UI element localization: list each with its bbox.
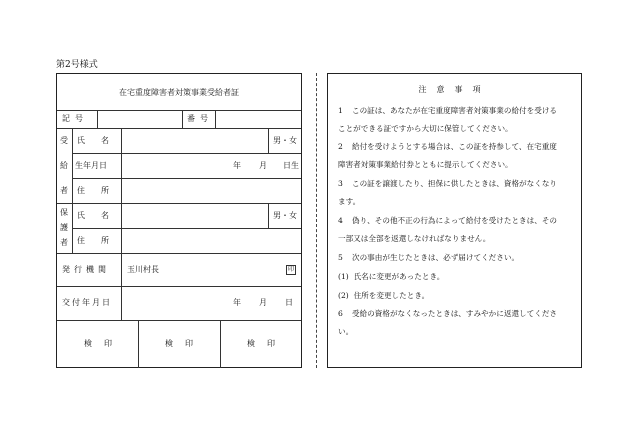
- note-item: [338, 212, 576, 248]
- issuer-value: 玉川村長: [127, 265, 159, 274]
- row-divider: [57, 128, 301, 129]
- recipient-label-3: 者: [60, 186, 68, 195]
- issue-date-label: 交付年月日: [62, 298, 112, 307]
- note-text-continued: 障害者対策事業給付券とともに提示してください。: [338, 160, 513, 169]
- sub-item-text: 住所を変更したとき。: [353, 291, 430, 300]
- note-number: 4: [338, 216, 343, 225]
- column-divider: [97, 110, 98, 128]
- inspection-stamp-label-1: 検印: [84, 339, 124, 348]
- birth-year-suffix: 年: [233, 161, 241, 170]
- birth-month-suffix: 月: [259, 161, 267, 170]
- issue-month-suffix: 月: [259, 298, 267, 307]
- sub-item-number: (1): [338, 272, 349, 281]
- note-number: 1: [338, 106, 343, 115]
- recipient-sex: 男・女: [273, 136, 297, 145]
- note-sub-item: [338, 268, 444, 286]
- column-divider: [138, 320, 139, 368]
- issue-year-suffix: 年: [233, 298, 241, 307]
- note-item: [338, 175, 576, 211]
- note-text-continued: ます。: [338, 197, 361, 206]
- note-text-continued: 一部又は全部を返還しなければなりません。: [338, 234, 491, 243]
- sub-item-number: (2): [338, 291, 349, 300]
- guardian-name-label: 氏名: [77, 211, 125, 220]
- note-item: [338, 138, 576, 174]
- note-text: 受給の資格がなくなったときは、すみやかに返還してくださ: [352, 309, 558, 318]
- note-text: 次の事由が生じたときは、必ず届けてください。: [352, 253, 520, 262]
- row-divider: [57, 110, 301, 111]
- row-divider: [57, 320, 301, 321]
- number-label: 番号: [187, 114, 213, 123]
- note-number: 6: [338, 309, 343, 318]
- notes-title: 注意事項: [418, 85, 491, 94]
- guardian-sex: 男・女: [273, 211, 297, 220]
- recipient-label-1: 受: [60, 136, 68, 145]
- note-number: 3: [338, 179, 343, 188]
- column-divider: [72, 128, 73, 253]
- guardian-label-2: 護: [60, 223, 68, 232]
- column-divider: [268, 203, 269, 228]
- certificate-title: 在宅重度障害者対策事業受給者証: [119, 88, 239, 97]
- note-item: [338, 249, 576, 267]
- column-divider: [268, 128, 269, 153]
- seal-mark: 印: [287, 266, 294, 273]
- note-text: 給付を受けようとする場合は、この証を持参して、在宅重度: [352, 142, 557, 151]
- recipient-certificate-card: [56, 73, 302, 368]
- note-number: 5: [338, 253, 343, 262]
- recipient-name-label: 氏名: [77, 136, 125, 145]
- row-divider: [57, 253, 301, 254]
- birth-day-suffix: 日生: [283, 161, 299, 170]
- row-divider: [72, 228, 301, 229]
- column-divider: [121, 128, 122, 320]
- row-divider: [57, 286, 301, 287]
- note-item: [338, 305, 576, 341]
- notes-panel: [327, 73, 582, 368]
- guardian-address-label: 住所: [77, 236, 125, 245]
- recipient-label-2: 給: [60, 161, 68, 170]
- note-item: [338, 102, 576, 138]
- note-text: 偽り、その他不正の行為によって給付を受けたときは、その: [352, 216, 558, 225]
- note-text-continued: い。: [338, 327, 354, 336]
- recipient-address-label: 住所: [77, 186, 125, 195]
- note-text-continued: ことができる証ですから大切に保管してください。: [338, 124, 513, 133]
- note-text: この証を譲渡したり、担保に供したときは、資格がなくなり: [352, 179, 558, 188]
- sub-item-text: 氏名に変更があったとき。: [353, 272, 445, 281]
- column-divider: [215, 110, 216, 128]
- cut-line: [316, 73, 317, 368]
- row-divider: [72, 178, 301, 179]
- inspection-stamp-label-2: 検印: [165, 339, 205, 348]
- record-no-label: 記号: [62, 114, 88, 123]
- issue-day-suffix: 日: [285, 298, 293, 307]
- recipient-birth-label: 生年月日: [75, 161, 107, 170]
- guardian-label-1: 保: [60, 208, 68, 217]
- guardian-label-3: 者: [60, 238, 68, 247]
- note-number: 2: [338, 142, 343, 151]
- row-divider: [72, 153, 301, 154]
- form-number: 第2号様式: [56, 60, 98, 70]
- note-sub-item: [338, 287, 429, 305]
- issuer-label: 発行機関: [62, 265, 110, 274]
- column-divider: [182, 110, 183, 128]
- row-divider: [57, 203, 301, 204]
- note-text: この証は、あなたが在宅重度障害者対策事業の給付を受ける: [352, 106, 558, 115]
- inspection-stamp-label-3: 検印: [247, 339, 287, 348]
- column-divider: [220, 320, 221, 368]
